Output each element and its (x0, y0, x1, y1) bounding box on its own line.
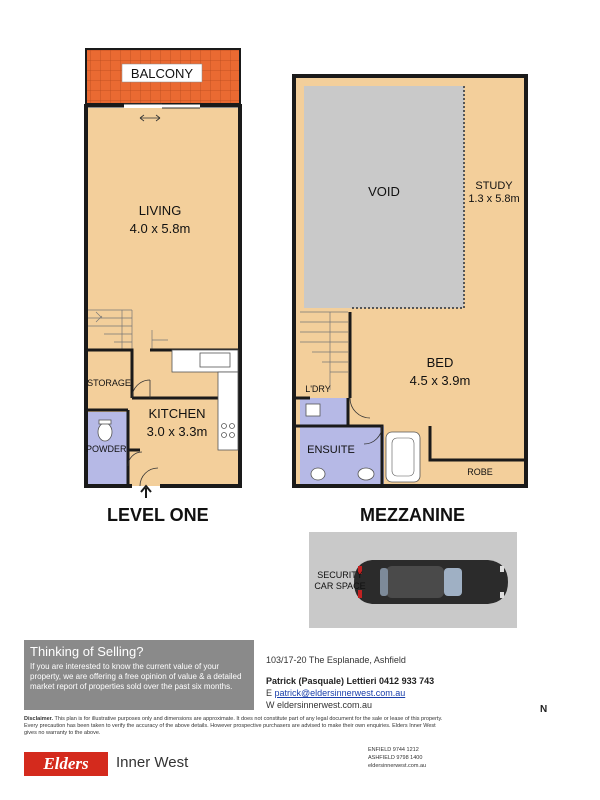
promo-body: If you are interested to know the current value of your property, we are offering a free opinion of value & a detailed market report of properties sold over the past six months. (30, 662, 242, 691)
email-link[interactable]: patrick@eldersinnerwest.com.au (274, 688, 406, 698)
entry-arrow (141, 486, 151, 498)
void-label: VOID (368, 184, 400, 199)
office-contacts (368, 746, 426, 770)
study-dimensions: 1.3 x 5.8m (468, 193, 520, 205)
study-label: STUDY (475, 180, 513, 192)
disclaimer (24, 716, 444, 737)
agent-email (266, 688, 405, 698)
bed-label: BED (426, 355, 454, 370)
car-space-label-line2: CAR SPACE (314, 581, 366, 591)
disclaimer-label: Disclaimer. (24, 716, 54, 722)
office-line-ashfield: ASHFIELD 9798 1400 (368, 755, 423, 761)
car-icon (354, 560, 508, 604)
bed-dimensions: 4.5 x 3.9m (409, 373, 471, 388)
living-label: LIVING (138, 203, 182, 218)
promo-box (24, 640, 254, 710)
balcony-label: BALCONY (130, 66, 194, 81)
office-line-enfield: ENFIELD 9744 1212 (368, 747, 419, 753)
kitchen-dimensions: 3.0 x 3.3m (146, 424, 208, 439)
car-space-label-line1: SECURITY (317, 570, 363, 580)
mezzanine-heading: MEZZANINE (360, 505, 465, 525)
property-address: 103/17-20 The Esplanade, Ashfield (266, 655, 406, 665)
email-prefix: E (266, 688, 275, 698)
bathtub (386, 432, 420, 482)
robe-label: ROBE (467, 467, 493, 477)
kitchen-label: KITCHEN (148, 406, 206, 421)
level-one-heading: LEVEL ONE (107, 505, 209, 525)
storage-label: STORAGE (87, 378, 131, 388)
office-name: Inner West (116, 754, 189, 771)
agent-contact: Patrick (Pasquale) Lettieri 0412 933 743 (266, 676, 435, 686)
disclaimer-text: This plan is for illustrative purposes only and dimensions are approximate. It does not constitute part of any legal document for the sale or lease of this property. Every precaution has been taken to verify the accuracy of the above details. However prospective purchasers are advised to make their own enquiries. Elders Inner West gives no warranty to the above. (24, 716, 443, 736)
agency-website: W eldersinnerwest.com.au (266, 700, 373, 710)
office-line-web: eldersinnerwest.com.au (368, 763, 427, 769)
laundry-label: L'DRY (305, 384, 331, 394)
powder-label: POWDER (86, 444, 127, 454)
compass-north-label: N (540, 704, 548, 715)
elders-logo: Elders (24, 752, 108, 776)
promo-title: Thinking of Selling? (30, 644, 144, 659)
ensuite-label: ENSUITE (307, 444, 355, 456)
living-dimensions: 4.0 x 5.8m (129, 221, 191, 236)
